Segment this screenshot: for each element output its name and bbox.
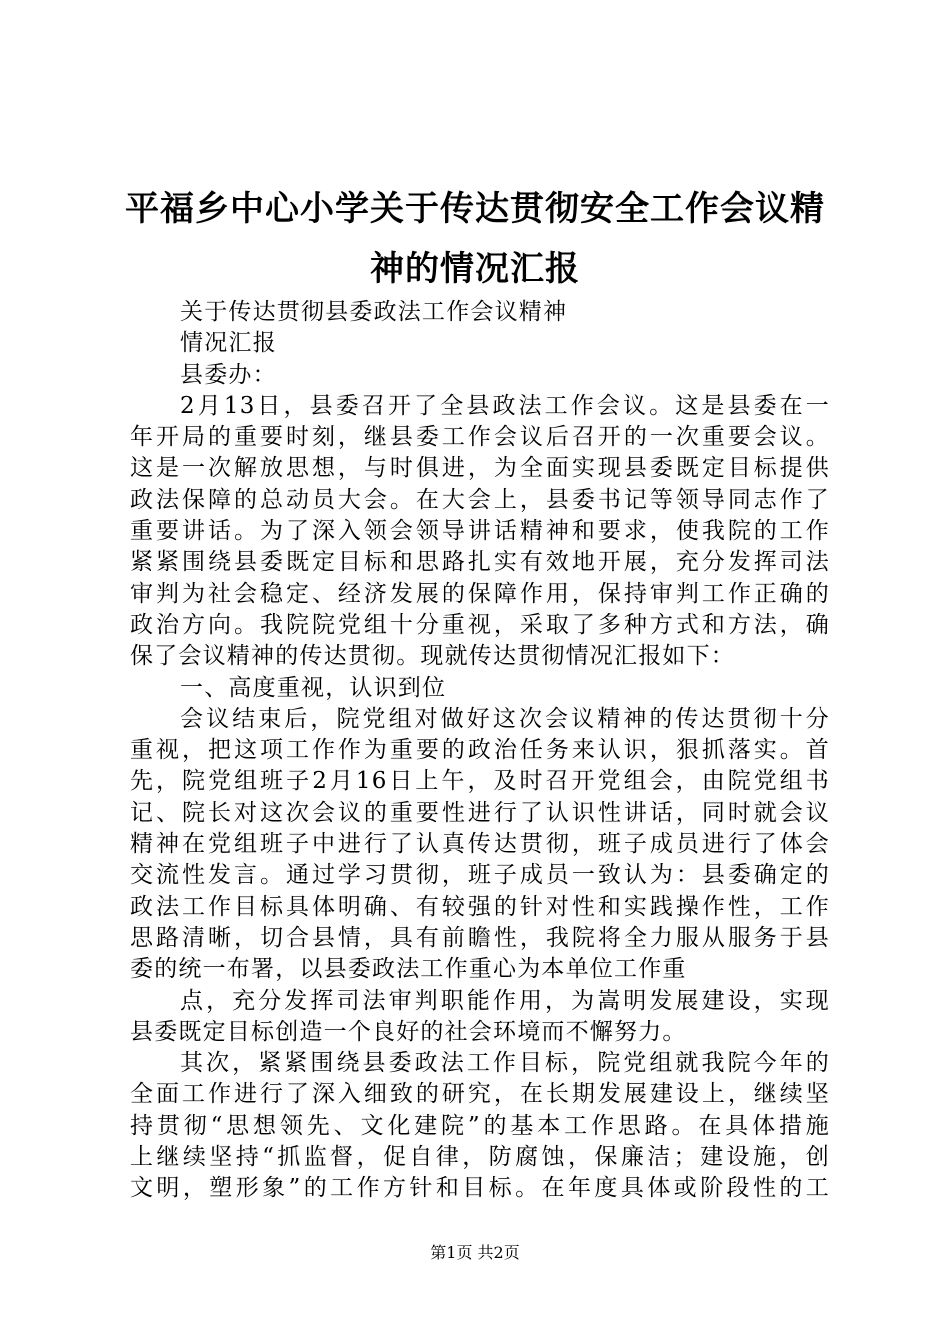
body-line: 全面工作进行了深入细致的研究，在长期发展建设上，继续坚 — [130, 1081, 830, 1108]
page-footer: 第1页 共2页 — [430, 1243, 520, 1262]
body-line: 年开局的重要时刻，继县委工作会议后召开的一次重要会议。 — [130, 424, 830, 451]
body-line: 保了会议精神的传达贯彻。现就传达贯彻情况汇报如下： — [130, 643, 735, 670]
body-line: 关于传达贯彻县委政法工作会议精神 — [180, 299, 568, 325]
body-line: 政法工作目标具体明确、有较强的针对性和实践操作性，工作 — [130, 893, 830, 920]
body-line: 这是一次解放思想，与时俱进，为全面实现县委既定目标提供 — [130, 455, 830, 482]
body-line: 政治方向。我院院党组十分重视，采取了多种方式和方法，确 — [130, 611, 830, 638]
document-title-line-2: 神的情况汇报 — [370, 249, 580, 289]
body-line: 文明，塑形象”的工作方针和目标。在年度具体或阶段性的工 — [130, 1175, 830, 1202]
body-line: 持贯彻“思想领先、文化建院”的基本工作思路。在具体措施 — [130, 1112, 830, 1139]
body-line: 2月13日，县委召开了全县政法工作会议。这是县委在一 — [180, 392, 830, 419]
body-line: 交流性发言。通过学习贯彻，班子成员一致认为：县委确定的 — [130, 862, 830, 889]
body-line: 重视，把这项工作作为重要的政治任务来认识，狠抓落实。首 — [130, 737, 830, 764]
body-line: 记、院长对这次会议的重要性进行了认识性讲话，同时就会议 — [130, 799, 830, 826]
body-line: 先，院党组班子2月16日上午，及时召开党组会，由院党组书 — [130, 768, 830, 795]
body-line: 情况汇报 — [180, 330, 277, 357]
document-body — [130, 297, 830, 1205]
body-line: 点，充分发挥司法审判职能作用，为嵩明发展建设，实现 — [180, 987, 830, 1014]
body-line: 一、高度重视，认识到位 — [180, 674, 447, 701]
body-line: 精神在党组班子中进行了认真传达贯彻，班子成员进行了体会 — [130, 831, 830, 858]
body-line: 县委既定目标创造一个良好的社会环境而不懈努力。 — [130, 1018, 687, 1045]
body-line: 思路清晰，切合县情，具有前瞻性，我院将全力服从服务于县 — [130, 924, 830, 951]
body-line: 其次，紧紧围绕县委政法工作目标，院党组就我院今年的 — [180, 1050, 830, 1077]
body-line: 政法保障的总动员大会。在大会上，县委书记等领导同志作了 — [130, 486, 830, 513]
body-line: 紧紧围绕县委既定目标和思路扎实有效地开展，充分发挥司法 — [130, 549, 830, 576]
body-line: 县委办： — [180, 361, 277, 388]
document-title-line-1: 平福乡中心小学关于传达贯彻安全工作会议精 — [125, 189, 825, 229]
body-line: 委的统一布署，以县委政法工作重心为本单位工作重 — [130, 956, 687, 983]
body-line: 审判为社会稳定、经济发展的保障作用，保持审判工作正确的 — [130, 580, 830, 607]
body-line: 重要讲话。为了深入领会领导讲话精神和要求，使我院的工作 — [130, 518, 830, 545]
body-line: 会议结束后，院党组对做好这次会议精神的传达贯彻十分 — [180, 705, 830, 732]
body-line: 上继续坚持“抓监督，促自律，防腐蚀，保廉洁；建设施，创 — [130, 1144, 830, 1171]
